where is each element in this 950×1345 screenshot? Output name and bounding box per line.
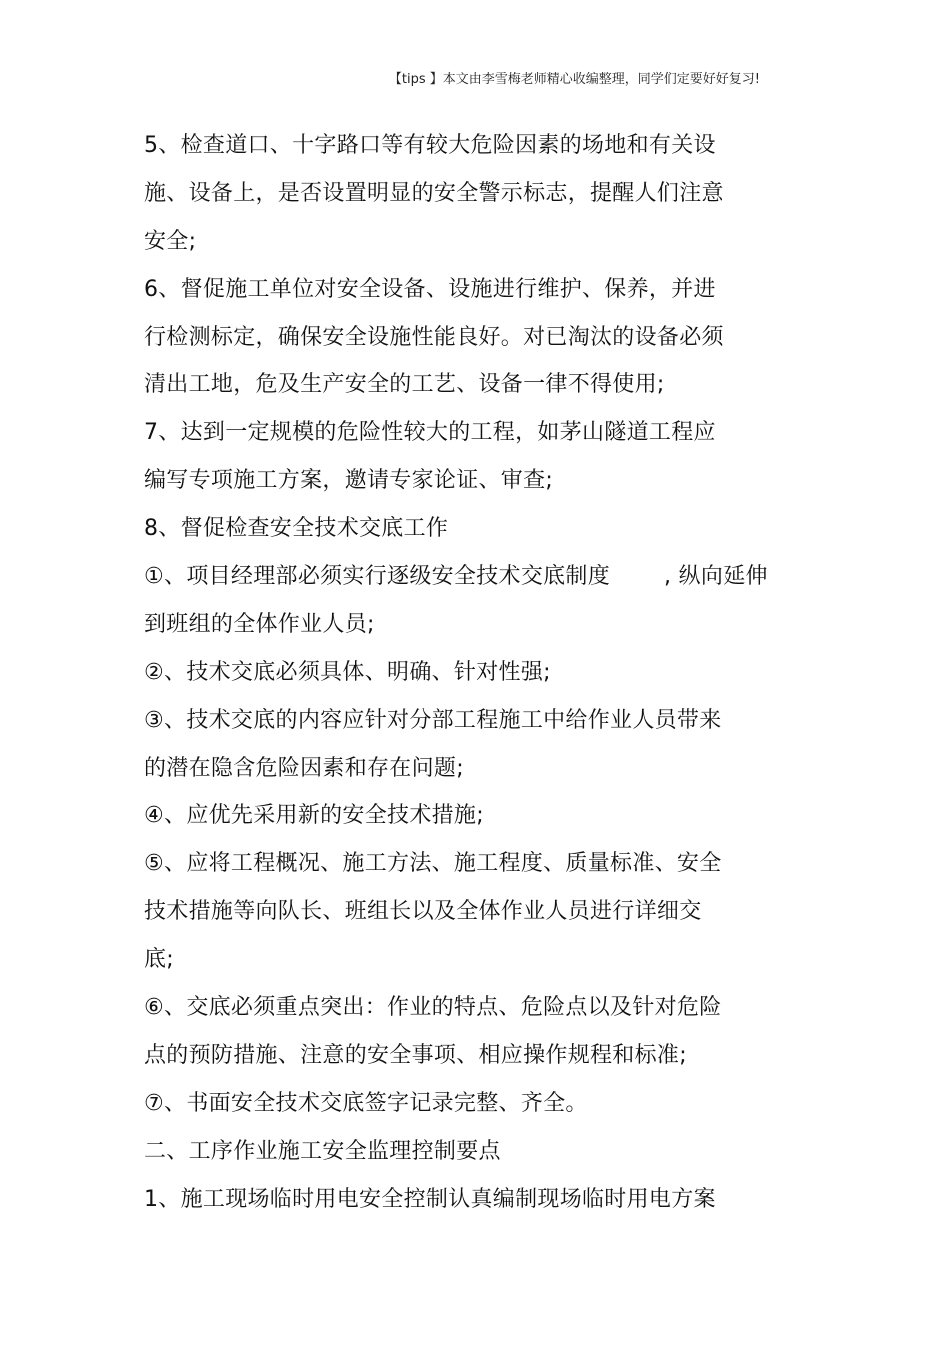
text-line: 6、督促施工单位对安全设备、设施进行维护、保养，并进: [144, 276, 716, 302]
document-body: [144, 128, 844, 1229]
text-line: ④、应优先采用新的安全技术措施;: [144, 803, 484, 829]
text-line: 的潜在隐含危险因素和存在问题;: [144, 755, 464, 781]
text-line-split: [144, 559, 844, 607]
text-line: 1、施工现场临时用电安全控制认真编制现场临时用电方案: [144, 1186, 716, 1212]
text-line: 行检测标定，确保安全设施性能良好。对已淘汰的设备必须: [144, 324, 724, 350]
text-line: 5、检查道口、十字路口等有较大危险因素的场地和有关设: [144, 133, 716, 158]
text-line: ③、技术交底的内容应针对分部工程施工中给作业人员带来: [144, 707, 722, 733]
text-line: 施、设备上，是否设置明显的安全警示标志，提醒人们注意: [144, 180, 724, 206]
text-line-tail: , 纵向延伸: [664, 564, 768, 590]
text-line: ⑦、书面安全技术交底签字记录完整、齐全。: [144, 1090, 588, 1116]
text-line: 清出工地，危及生产安全的工艺、设备一律不得使用;: [144, 372, 665, 398]
text-line: 8、督促检查安全技术交底工作: [144, 516, 449, 542]
text-line: 底;: [144, 947, 175, 973]
text-line-head: ①、项目经理部必须实行逐级安全技术交底制度: [144, 564, 611, 590]
text-line: 点的预防措施、注意的安全事项、相应操作规程和标准;: [144, 1042, 687, 1068]
text-line: 安全;: [144, 228, 197, 254]
text-line: ⑥、交底必须重点突出：作业的特点、危险点以及针对危险: [144, 995, 722, 1021]
text-line: ⑤、应将工程概况、施工方法、施工程度、质量标准、安全: [144, 851, 722, 877]
text-line: 7、达到一定规模的危险性较大的工程，如茅山隧道工程应: [144, 420, 716, 446]
text-line: ②、技术交底必须具体、明确、针对性强;: [144, 659, 551, 685]
text-line: 编写专项施工方案，邀请专家论证、审查;: [144, 468, 554, 494]
header-tip: 【tips 】本文由李雪梅老师精心收编整理，同学们定要好好复习!: [388, 72, 760, 87]
text-line: 到班组的全体作业人员;: [144, 611, 375, 637]
text-line: 技术措施等向队长、班组长以及全体作业人员进行详细交: [144, 899, 702, 925]
section-heading: 二、工序作业施工安全监理控制要点: [144, 1138, 501, 1164]
